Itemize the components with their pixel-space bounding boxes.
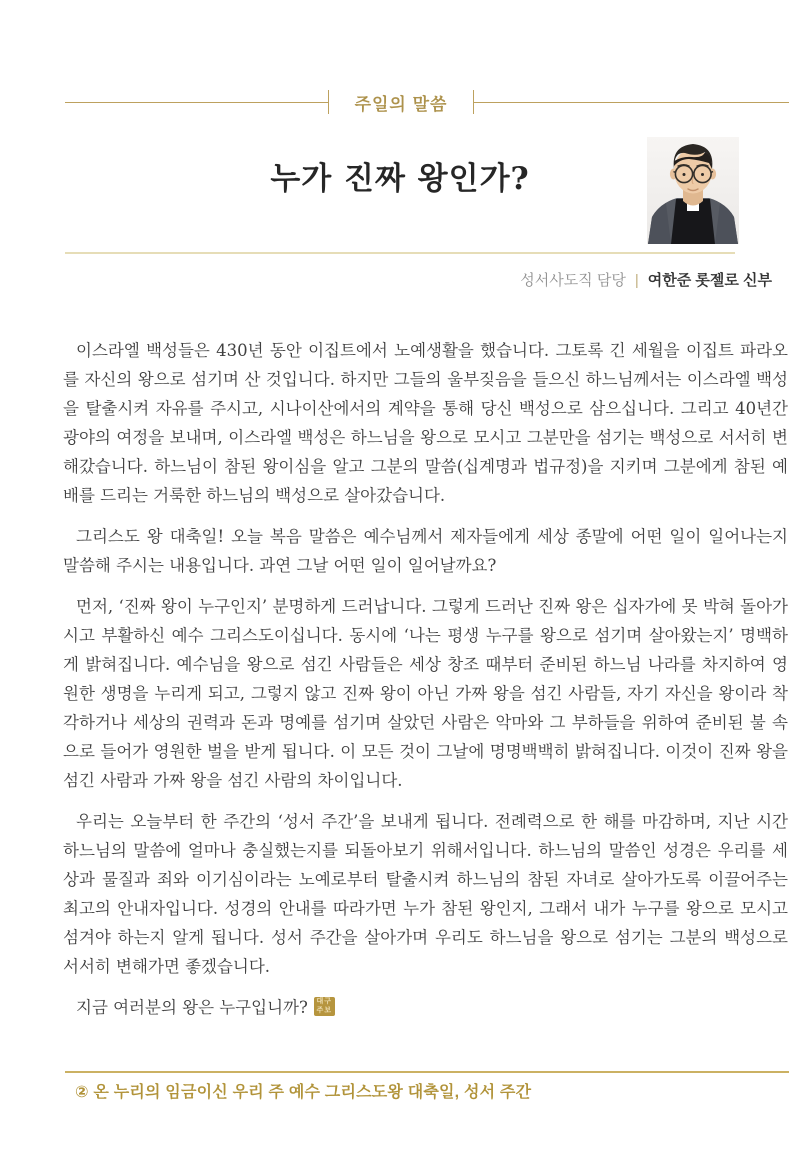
paragraph-1: 이스라엘 백성들은 430년 동안 이집트에서 노예생활을 했습니다. 그토록 긴 세월을 이집트 파라오를 자신의 왕으로 섬기며 산 것입니다. 하지만 그들의 울부짖음을 들으신 하느님께서는 이스라엘 백성을 탈출시켜 자유를 주시고, 시나이산에서의 계약을 통해 당신 백성으로 삼으십니다. 그리고 40년간 광야의 여정을 보내며, 이스라엘 백성은 하느님을 왕으로 모시고 그분만을 섬기는 백성으로 서서히 변해갔습니다. 하느님이 참된 왕이심을 알고 그분의 말씀(십계명과 법규정)을 지키며 그분에게 참된 예배를 드리는 거룩한 하느님의 백성으로 살아갔습니다. (63, 341, 788, 505)
footer-rule (65, 1071, 789, 1073)
byline-role: 성서사도직 담당 (520, 272, 626, 289)
footer-caption: ② 온 누리의 임금이신 우리 주 예수 그리스도왕 대축일, 성서 주간 (75, 1084, 532, 1101)
bulletin-seal-icon: 대구 주보 (314, 997, 335, 1016)
header-rule-left (65, 102, 328, 103)
section-label: 주일의 말씀 (354, 94, 448, 114)
page-title: 누가 진짜 왕인가? (270, 161, 530, 197)
section-header (65, 88, 789, 116)
priest-portrait-illustration (647, 137, 739, 244)
article-body (63, 336, 788, 1034)
priest-photo (647, 137, 739, 244)
byline-author: 여한준 롯젤로 신부 (647, 272, 772, 289)
byline-separator: | (634, 272, 639, 289)
paragraph-5 (63, 993, 788, 1022)
byline-divider (65, 252, 735, 254)
closing-question: 지금 여러분의 왕은 누구입니까? (76, 998, 308, 1017)
paragraph-3: 먼저, ‘진짜 왕이 누구인지’ 분명하게 드러납니다. 그렇게 드러난 진짜 왕은 십자가에 못 박혀 돌아가시고 부활하신 예수 그리스도이십니다. 동시에 ‘나는 평생 누구를 왕으로 섬기며 살아왔는지’ 명백하게 밝혀집니다. 예수님을 왕으로 섬긴 사람들은 세상 창조 때부터 준비된 하느님 나라를 차지하여 영원한 생명을 누리게 되고, 그렇지 않고 진짜 왕이 아닌 가짜 왕을 섬긴 사람들, 자기 자신을 왕이라 착각하거나 세상의 권력과 돈과 명예를 섬기며 살았던 사람은 악마와 그 부하들을 위하여 준비된 불 속으로 들어가 영원한 벌을 받게 됩니다. 이 모든 것이 그날에 명명백백히 밝혀집니다. 이것이 진짜 왕을 섬긴 사람과 가짜 왕을 섬긴 사람의 차이입니다. (63, 597, 788, 790)
paragraph-2: 그리스도 왕 대축일! 오늘 복음 말씀은 예수님께서 제자들에게 세상 종말에 어떤 일이 일어나는지 말씀해 주시는 내용입니다. 과연 그날 어떤 일이 일어날까요? (63, 527, 788, 575)
header-rule-right (474, 102, 789, 103)
paragraph-4: 우리는 오늘부터 한 주간의 ‘성서 주간’을 보내게 됩니다. 전례력으로 한 해를 마감하며, 지난 시간 하느님의 말씀에 얼마나 충실했는지를 되돌아보기 위해서입니다. 하느님의 말씀인 성경은 우리를 세상과 물질과 죄와 이기심이라는 노예로부터 탈출시켜 하느님의 참된 자녀로 살아가도록 이끌어주는 최고의 안내자입니다. 성경의 안내를 따라가면 누가 참된 왕인지, 그래서 내가 누구를 왕으로 모시고 섬겨야 하는지 알게 됩니다. 성서 주간을 살아가며 우리도 하느님을 왕으로 섬기는 그분의 백성으로 서서히 변해가면 좋겠습니다. (63, 812, 788, 976)
byline (520, 269, 772, 290)
